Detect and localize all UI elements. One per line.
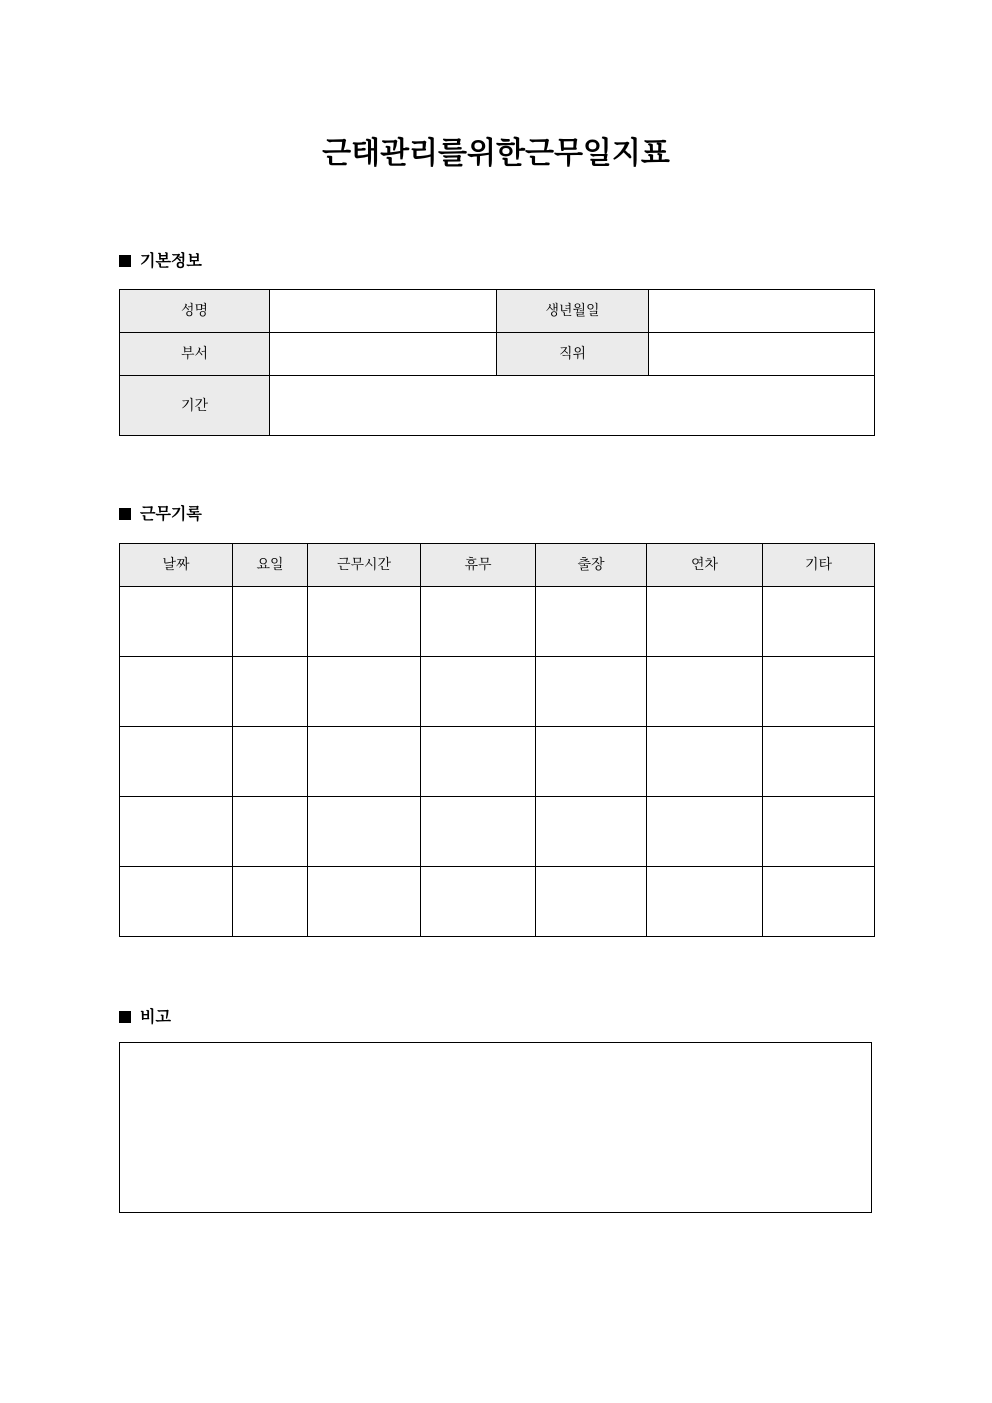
table-row (120, 657, 875, 727)
cell-weekday[interactable] (233, 587, 308, 657)
cell-day-off[interactable] (421, 797, 536, 867)
column-header-weekday: 요일 (233, 544, 308, 587)
cell-business-trip[interactable] (536, 657, 647, 727)
column-header-work-hours: 근무시간 (308, 544, 421, 587)
label-period: 기간 (120, 376, 270, 436)
section-heading-remarks-label: 비고 (140, 1007, 171, 1026)
column-header-other: 기타 (763, 544, 875, 587)
table-header-row (120, 544, 875, 587)
column-header-business-trip: 출장 (536, 544, 647, 587)
cell-annual-leave[interactable] (647, 797, 763, 867)
table-row (120, 333, 875, 376)
table-row (120, 376, 875, 436)
section-heading-work-record-label: 근무기록 (140, 504, 202, 523)
filled-square-icon (119, 255, 131, 267)
label-department: 부서 (120, 333, 270, 376)
label-birthdate: 생년월일 (497, 290, 649, 333)
cell-business-trip[interactable] (536, 797, 647, 867)
cell-weekday[interactable] (233, 727, 308, 797)
cell-annual-leave[interactable] (647, 657, 763, 727)
cell-weekday[interactable] (233, 797, 308, 867)
work-record-table (119, 543, 875, 937)
cell-day-off[interactable] (421, 657, 536, 727)
cell-work-hours[interactable] (308, 797, 421, 867)
cell-work-hours[interactable] (308, 867, 421, 937)
cell-business-trip[interactable] (536, 727, 647, 797)
page-title: 근태관리를위한근무일지표 (322, 136, 670, 171)
section-heading-work-record (119, 503, 202, 525)
cell-day-off[interactable] (421, 867, 536, 937)
cell-annual-leave[interactable] (647, 867, 763, 937)
cell-other[interactable] (763, 867, 875, 937)
column-header-day-off: 휴무 (421, 544, 536, 587)
cell-date[interactable] (120, 867, 233, 937)
table-row (120, 797, 875, 867)
cell-other[interactable] (763, 797, 875, 867)
table-row (120, 587, 875, 657)
cell-other[interactable] (763, 587, 875, 657)
label-position: 직위 (497, 333, 649, 376)
cell-weekday[interactable] (233, 867, 308, 937)
section-heading-basic-info-label: 기본정보 (140, 251, 202, 270)
cell-date[interactable] (120, 797, 233, 867)
cell-other[interactable] (763, 727, 875, 797)
cell-date[interactable] (120, 587, 233, 657)
cell-work-hours[interactable] (308, 657, 421, 727)
cell-work-hours[interactable] (308, 727, 421, 797)
field-birthdate-value[interactable] (649, 290, 875, 333)
cell-weekday[interactable] (233, 657, 308, 727)
basic-info-table (119, 289, 875, 436)
cell-day-off[interactable] (421, 727, 536, 797)
cell-work-hours[interactable] (308, 587, 421, 657)
remarks-input-area[interactable] (119, 1042, 872, 1213)
cell-day-off[interactable] (421, 587, 536, 657)
field-period-value[interactable] (270, 376, 875, 436)
section-heading-remarks (119, 1006, 171, 1028)
column-header-annual-leave: 연차 (647, 544, 763, 587)
cell-business-trip[interactable] (536, 867, 647, 937)
table-row (120, 867, 875, 937)
cell-date[interactable] (120, 657, 233, 727)
table-row (120, 290, 875, 333)
field-position-value[interactable] (649, 333, 875, 376)
filled-square-icon (119, 508, 131, 520)
cell-annual-leave[interactable] (647, 587, 763, 657)
table-row (120, 727, 875, 797)
cell-other[interactable] (763, 657, 875, 727)
cell-date[interactable] (120, 727, 233, 797)
field-department-value[interactable] (270, 333, 497, 376)
label-name: 성명 (120, 290, 270, 333)
cell-annual-leave[interactable] (647, 727, 763, 797)
cell-business-trip[interactable] (536, 587, 647, 657)
filled-square-icon (119, 1011, 131, 1023)
column-header-date: 날짜 (120, 544, 233, 587)
section-heading-basic-info (119, 250, 202, 272)
field-name-value[interactable] (270, 290, 497, 333)
